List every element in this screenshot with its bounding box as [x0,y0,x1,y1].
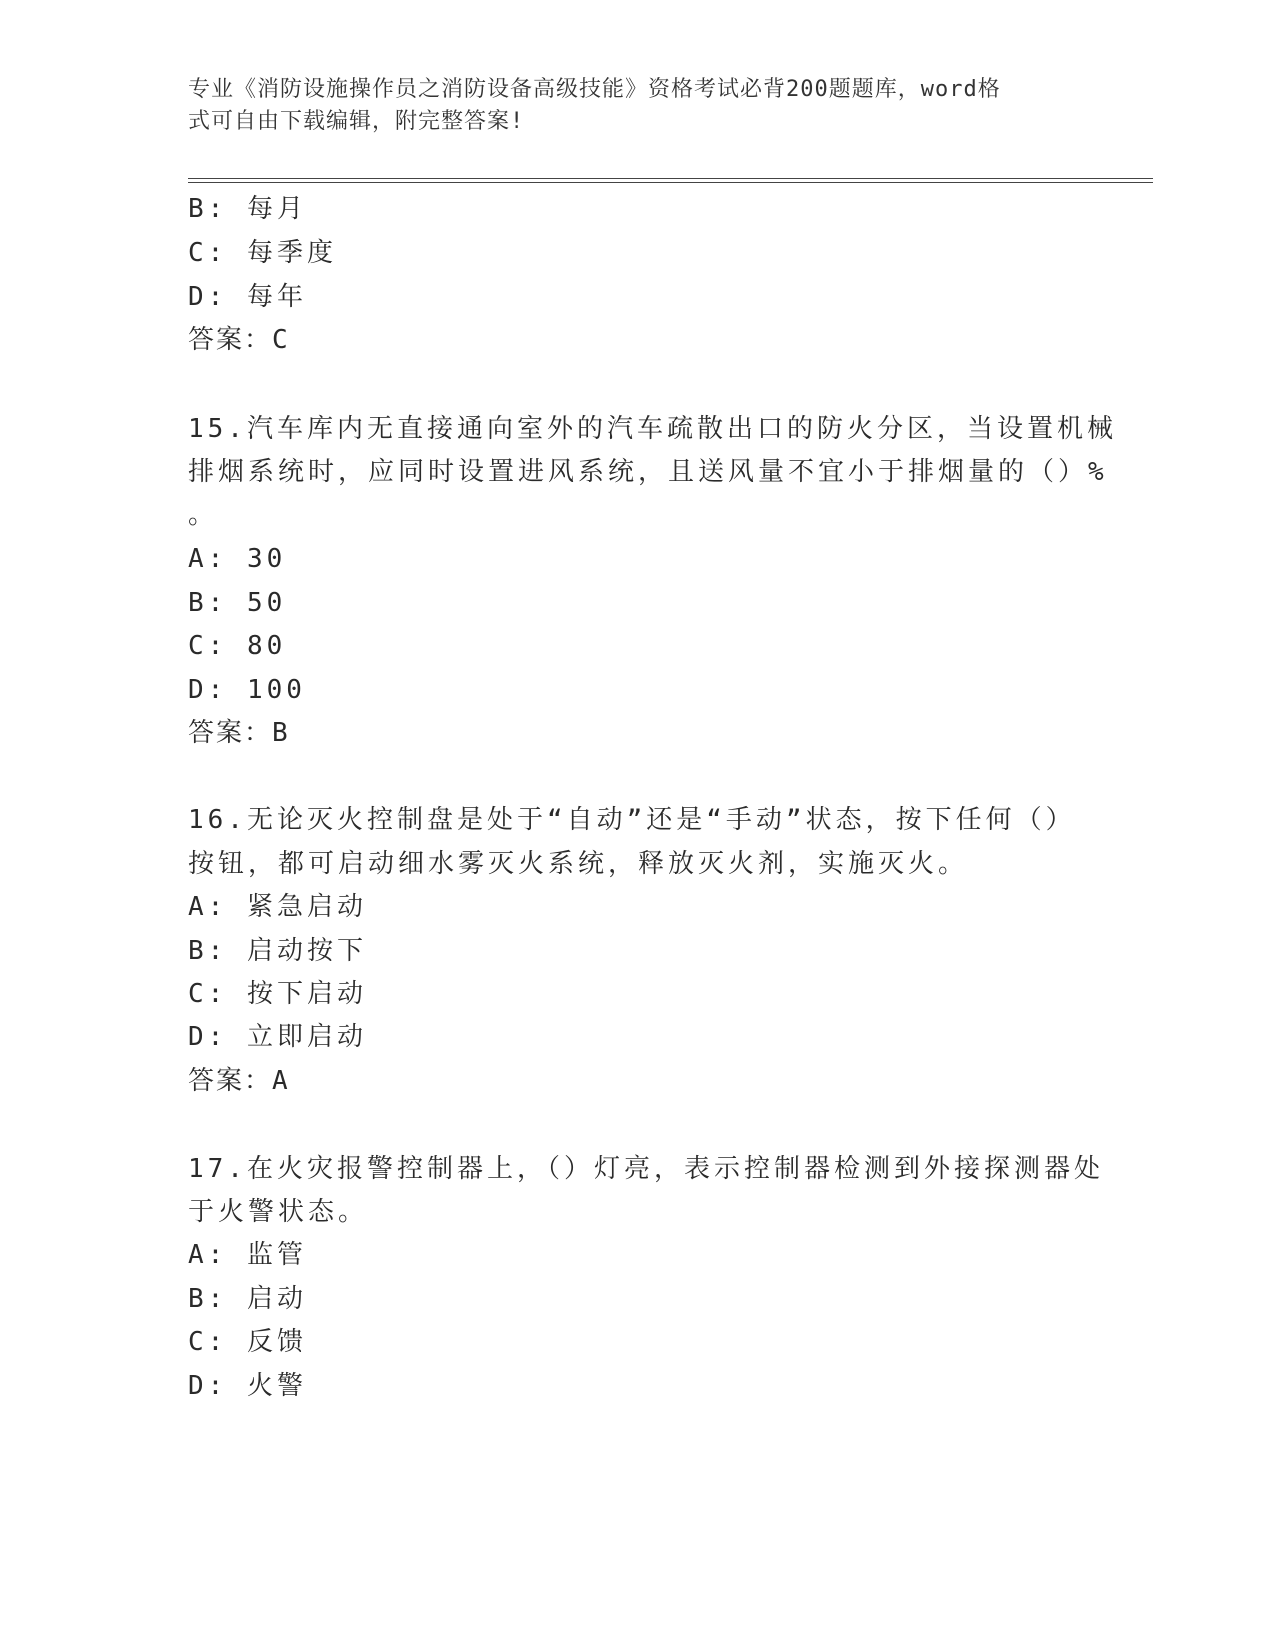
header-line-1: 专业《消防设施操作员之消防设备高级技能》资格考试必背200题题库，word格 [188,77,1001,102]
header-line-2: 式可自由下载编辑，附完整答案! [188,109,525,134]
page-header [188,74,1068,138]
q15-answer: 答案：B [188,718,290,748]
q15-stem-line-3: 。 [188,500,219,530]
header-rule-top [188,178,1153,179]
q17-option-a: A: 监管 [188,1240,307,1270]
header-rule-bottom [188,182,1153,183]
q16-stem-line-1: 16.无论灭火控制盘是处于“自动”还是“手动”状态，按下任何（） [188,805,1076,835]
q16-option-b: B: 启动按下 [188,936,367,966]
q15-option-a: A: 30 [188,544,287,574]
q17-option-d: D: 火警 [188,1371,307,1401]
q16-option-c: C: 按下启动 [188,979,367,1009]
q14-option-b: B: 每月 [188,194,307,224]
q14-option-c: C: 每季度 [188,238,337,268]
q17-stem-line-1: 17.在火灾报警控制器上，（）灯亮，表示控制器检测到外接探测器处 [188,1154,1104,1184]
q15-option-b: B: 50 [188,588,287,618]
q15-option-c: C: 80 [188,631,287,661]
q16-option-d: D: 立即启动 [188,1022,367,1052]
q14-answer: 答案：C [188,325,290,355]
q16-option-a: A: 紧急启动 [188,892,367,922]
q14-option-d: D: 每年 [188,282,307,312]
q15-stem-line-2: 排烟系统时，应同时设置进风系统，且送风量不宜小于排烟量的（）% [188,457,1108,487]
q16-answer: 答案：A [188,1066,290,1096]
q15-stem-line-1: 15.汽车库内无直接通向室外的汽车疏散出口的防火分区，当设置机械 [188,414,1117,444]
q17-stem-line-2: 于火警状态。 [188,1197,369,1227]
q17-option-c: C: 反馈 [188,1327,307,1357]
q17-option-b: B: 启动 [188,1284,307,1314]
q16-stem-line-2: 按钮，都可启动细水雾灭火系统，释放灭火剂，实施灭火。 [188,849,969,879]
q15-option-d: D: 100 [188,675,306,705]
